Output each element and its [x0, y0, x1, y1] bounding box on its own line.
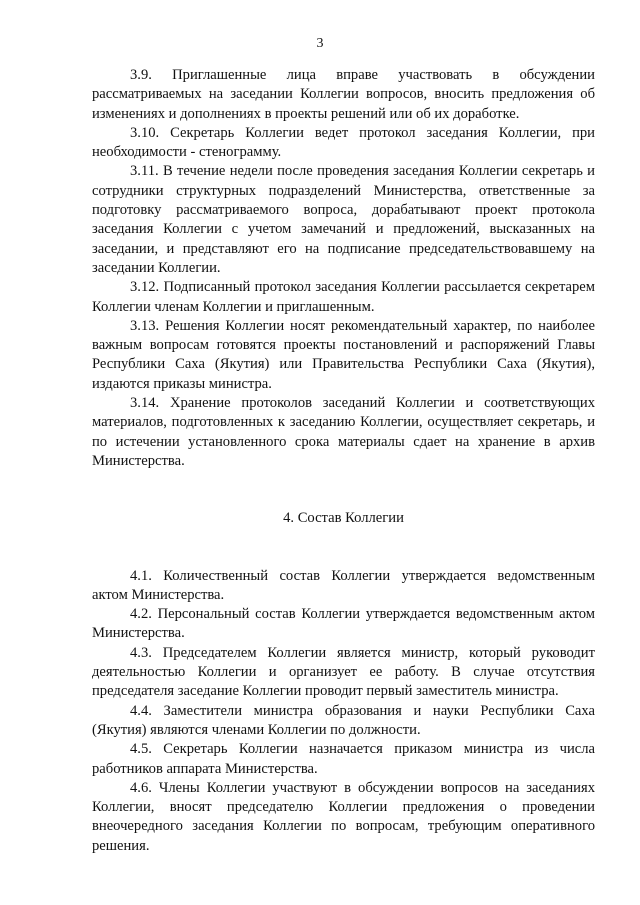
- paragraph-3-13: 3.13. Решения Коллегии носят рекомендательный характер, по наиболее важным вопросам готовятся проекты постановлений и распоряжений Главы Республики Саха (Якутия) или Правительства Республики Саха (Якутия), издаются приказы министра.: [92, 317, 595, 392]
- paragraph-3-11: 3.11. В течение недели после проведения заседания Коллегии секретарь и сотрудники структурных подразделений Министерства, ответственные за подготовку рассматриваемого вопроса, дорабатывают проект протокола заседания Коллегии с учетом замечаний и предложений, высказанных на заседании, и представляют его на подписание председательствовавшему на заседании Коллегии.: [92, 163, 595, 276]
- paragraph-4-6: 4.6. Члены Коллегии участвуют в обсуждении вопросов на заседаниях Коллегии, вносят председателю Коллегии предложения о проведении внеочередного заседания Коллегии по вопросам, требующим оперативного решения.: [92, 779, 595, 854]
- paragraph-4-3: 4.3. Председателем Коллегии является министр, который руководит деятельностью Коллегии и организует ее работу. В случае отсутствия председателя заседание Коллегии проводит первый заместитель министра.: [92, 644, 595, 700]
- document-body: [92, 66, 595, 856]
- paragraph-4-5: 4.5. Секретарь Коллегии назначается приказом министра из числа работников аппарата Министерства.: [92, 741, 595, 777]
- paragraph-4-2: 4.2. Персональный состав Коллегии утверждается ведомственным актом Министерства.: [92, 606, 595, 642]
- paragraph-4-1: 4.1. Количественный состав Коллегии утверждается ведомственным актом Министерства.: [92, 567, 595, 603]
- section-heading: 4. Состав Коллегии: [283, 510, 404, 527]
- paragraph-4-4: 4.4. Заместители министра образования и науки Республики Саха (Якутия) являются членами Коллегии по должности.: [92, 702, 595, 738]
- paragraph-3-10: 3.10. Секретарь Коллегии ведет протокол заседания Коллегии, при необходимости - стенограмму.: [92, 124, 595, 161]
- paragraph-3-9: 3.9. Приглашенные лица вправе участвовать в обсуждении рассматриваемых на заседании Коллегии вопросов, вносить предложения об изменениях и дополнениях в проекты решений или об их доработке.: [92, 67, 595, 122]
- page-number: 3: [316, 36, 324, 51]
- paragraph-3-12: 3.12. Подписанный протокол заседания Коллегии рассылается секретарем Коллегии членам Коллегии и приглашенным.: [92, 279, 595, 315]
- paragraph-3-14: 3.14. Хранение протоколов заседаний Коллегии и соответствующих материалов, подготовленных к заседанию Коллегии, осуществляет секретарь, и по истечении установленного срока материалы сдает на хранение в архив Министерства.: [92, 395, 595, 469]
